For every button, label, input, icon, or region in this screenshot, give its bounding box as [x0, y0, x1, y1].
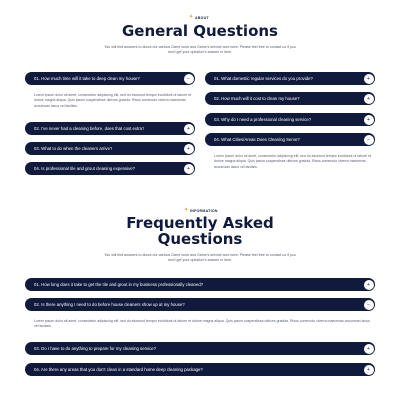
question-text: 04. Are there any areas that you don't clean in a standard home deep cleaning package? — [34, 367, 203, 372]
expand-icon[interactable]: + — [364, 344, 374, 354]
expand-icon[interactable]: + — [184, 124, 194, 134]
section1-tag-label: ABOUT — [195, 15, 209, 20]
faq2-answer-2: Lorem ipsum dolor sit amet, consectetur adipiscing elit, sed do eiusmod tempor incididunt ut labore et dolore magna aliqua. Quis ipsum suspendisse ultrices gravida. Risus commodo viverra maecenas accumsan lacus vel facilisis. — [34, 319, 370, 329]
question-text: 01. How much time will it take to deep clean my house? — [34, 76, 140, 81]
section2-title-line1: Frequently Asked — [126, 214, 274, 232]
section2-tag — [184, 208, 218, 213]
faq1-right-item-1[interactable] — [205, 72, 375, 85]
expand-icon[interactable]: + — [364, 365, 374, 375]
faq1-right-item-3[interactable] — [205, 113, 375, 126]
expand-icon[interactable]: + — [184, 164, 194, 174]
section1-title: General Questions — [122, 22, 278, 40]
question-text: 03. Do I have to do anything to prepare for my cleaning service? — [34, 346, 157, 351]
section1-tag — [189, 15, 209, 20]
faq2-item-3[interactable] — [25, 342, 375, 355]
expand-icon[interactable]: + — [364, 115, 374, 125]
collapse-icon[interactable]: − — [364, 135, 374, 145]
question-text: 04. Is professional tile and grout cleaning expensive? — [34, 166, 136, 171]
faq1-left-answer-1: Lorem ipsum dolor sit amet, consectetur adipiscing elit, sed do eiusmod tempor incididunt ut labore et dolore magna aliqua. Quis ipsum suspendisse ultrices gravida. Risus commodo viverra maecenas accumsan lacus vel facilisis. — [34, 93, 191, 108]
sparkle-icon: ✦ — [184, 207, 189, 213]
faq2-item-4[interactable] — [25, 363, 375, 376]
section1-intro: You will find answers to about our various Garre work and Game's service and more. Please feel free to contact us if you don't get your question's answer in here. — [104, 45, 296, 55]
expand-icon[interactable]: + — [364, 280, 374, 290]
faq1-right-item-4[interactable] — [205, 133, 375, 146]
question-text: 02. How much will it cost to clean my house? — [214, 96, 300, 101]
faq1-left-item-2[interactable] — [25, 122, 195, 135]
sparkle-icon: ✦ — [189, 14, 194, 20]
collapse-icon[interactable]: − — [364, 300, 374, 310]
section2-intro: You will find answers to about our various Garre work and Game's service and more. Please feel free to contact us if you don't get your question's answer in here. — [104, 253, 296, 263]
question-text: 01. What domestic regular services do you provide? — [214, 76, 313, 81]
question-text: 03. Why do I need a professional cleaning service? — [214, 117, 312, 122]
faq1-left-item-4[interactable] — [25, 162, 195, 175]
question-text: 03. What to do when the cleaners arrive? — [34, 146, 113, 151]
question-text: 04. What Cities/Areas Does Cleaning Serve? — [214, 137, 300, 142]
question-text: 01. How long does it take to get the tile and grout in my business professionally cleaned? — [34, 282, 204, 287]
faq1-left-item-1[interactable] — [25, 72, 195, 85]
question-text: 02. Is there anything I need to do before house cleaners show up at my house? — [34, 302, 185, 307]
expand-icon[interactable]: + — [364, 74, 374, 84]
expand-icon[interactable]: + — [364, 94, 374, 104]
faq1-left-item-3[interactable] — [25, 142, 195, 155]
faq2-item-1[interactable] — [25, 278, 375, 291]
faq1-right-answer-4: Lorem ipsum dolor sit amet, consectetur adipiscing elit, sed do eiusmod tempor incididunt ut labore et dolore magna aliqua. Quis ipsum suspendisse ultrices gravida. Risus commodo viverra maecenas accumsan lacus vel facilisis. — [214, 154, 371, 169]
expand-icon[interactable]: + — [184, 144, 194, 154]
faq2-item-2[interactable] — [25, 298, 375, 311]
question-text: 02. I've never had a cleaning before, does that cost extra? — [34, 126, 145, 131]
section2-title-line2: Questions — [157, 230, 243, 248]
faq1-right-item-2[interactable] — [205, 92, 375, 105]
section2-tag-label: INFORMATION — [190, 208, 218, 213]
collapse-icon[interactable]: − — [184, 74, 194, 84]
